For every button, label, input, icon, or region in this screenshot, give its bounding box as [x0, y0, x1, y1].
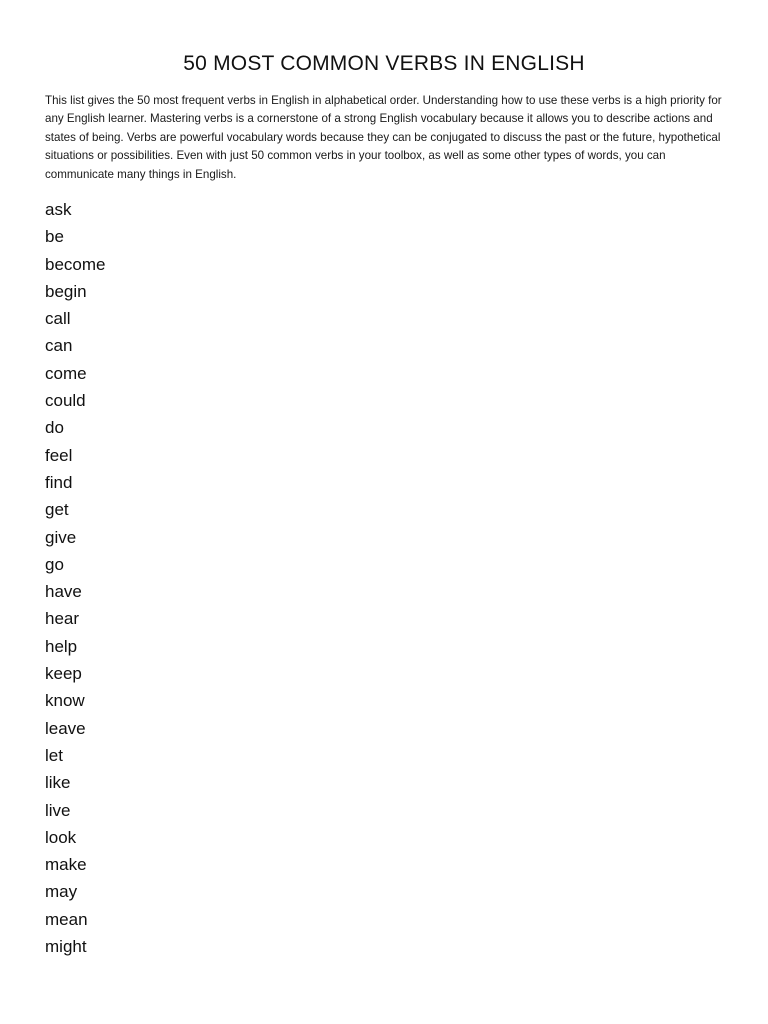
intro-paragraph: This list gives the 50 most frequent verbs in English in alphabetical order. Understanding how to use these verbs is a high priority for any English learner. Mastering verbs is a cornerstone of a strong English vocabulary because it allows you to describe actions and states of being. Verbs are powerful vocabulary words because they can be conjugated to discuss the past or the future, hypothetical situations or possibilities. Even with just 50 common verbs in your toolbox, as well as some other types of words, you can communicate many things in English. — [45, 94, 722, 181]
list-item: leave — [45, 718, 86, 738]
list-item: give — [45, 527, 77, 547]
list-item: mean — [45, 909, 88, 929]
list-item: become — [45, 254, 106, 274]
list-item: like — [45, 773, 71, 793]
list-item: let — [45, 745, 63, 765]
list-item: get — [45, 500, 69, 520]
list-item: ask — [45, 200, 72, 219]
page-title: 50 MOST COMMON VERBS IN ENGLISH — [183, 52, 585, 75]
list-item: keep — [45, 664, 82, 684]
list-item: hear — [45, 609, 80, 629]
list-item: call — [45, 309, 71, 329]
list-item: have — [45, 582, 82, 602]
list-item: come — [45, 363, 87, 383]
list-item: be — [45, 227, 64, 247]
list-item: begin — [45, 281, 87, 301]
list-item: can — [45, 336, 73, 356]
list-item: know — [45, 691, 85, 711]
verb-list — [45, 196, 105, 960]
list-item: live — [45, 800, 71, 820]
list-item: feel — [45, 445, 73, 465]
list-item: go — [45, 554, 64, 574]
list-item: look — [45, 827, 77, 847]
list-item: make — [45, 855, 87, 875]
list-item: find — [45, 472, 73, 492]
list-item: do — [45, 418, 64, 438]
list-item: help — [45, 636, 78, 656]
list-item: might — [45, 937, 87, 957]
list-item: may — [45, 882, 78, 902]
list-item: could — [45, 391, 86, 411]
